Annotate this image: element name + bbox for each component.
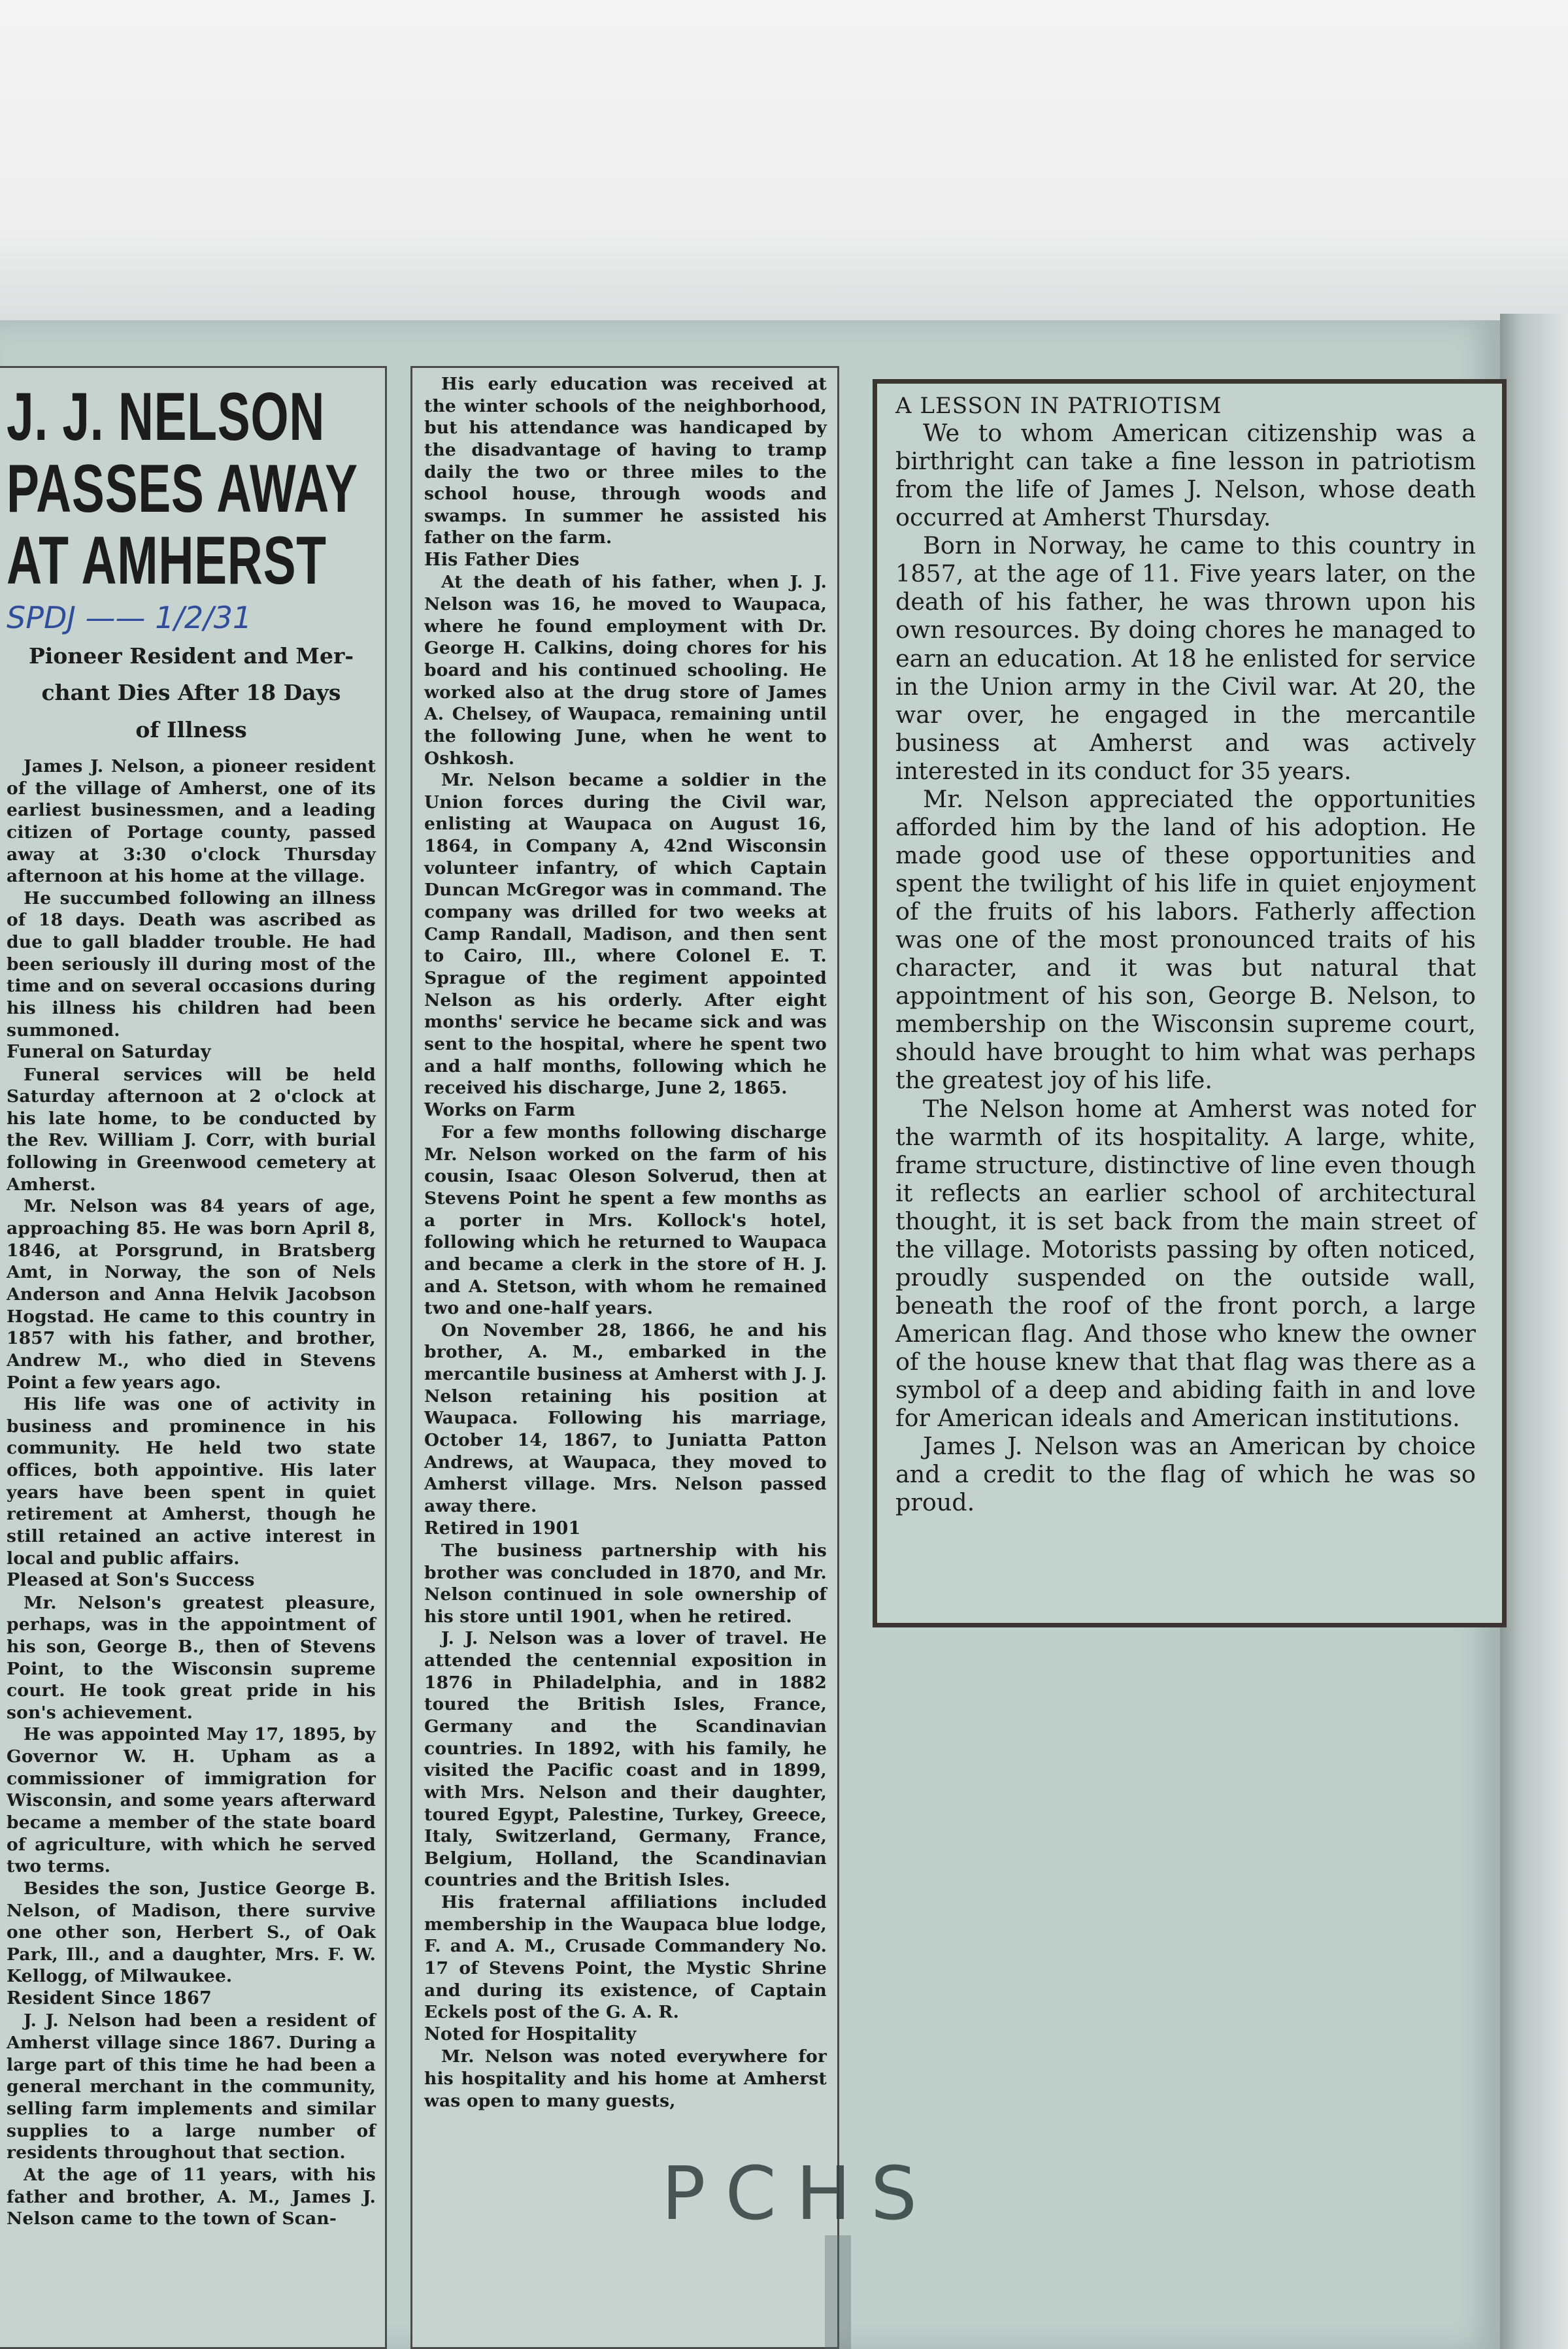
article-paragraph: Mr. Nelson was 84 years of age, approaching 85. He was born April 8, 1846, at Porsgrund, in Bratsberg Amt, in Norway, the son of Nels Anderson and Anna Helvik Jacobson Hogstad. He came to this country in 1857 with his father, and brother, Andrew M., who died in Stevens Point a few years ago. [7,1196,376,1393]
article-paragraph: He was appointed May 17, 1895, by Governor W. H. Upham as a commissioner of immigration for Wisconsin, and some years afterward became a member of the state board of agriculture, with which he served two terms. [7,1724,376,1877]
editorial-paragraph: We to whom American citizenship was a birthright can take a fine lesson in patriotism from the life of James J. Nelson, whose death occurred at Amherst Thursday. [895,419,1476,532]
pchs-watermark: PCHS [661,2152,937,2237]
section-subhead: Works on Farm [424,1099,576,1120]
article-paragraph: For a few months following discharge Mr. Nelson worked on the farm of his cousin, Isaac Oleson Solverud, then at Stevens Point he spent a few months as a porter in Mrs. Kollock's hotel, following which he returned to Waupaca and became a clerk in the store of H. J. and A. Stetson, with whom he remained two and one-half years. [424,1122,827,1319]
editorial-body [895,419,1476,1516]
article-deck [7,638,376,749]
section-subhead: Funeral on Saturday [7,1042,211,1063]
article-paragraph: Mr. Nelson became a soldier in the Union forces during the Civil war, enlisting at Waupaca on August 16, 1864, in Company A, 42nd Wisconsin volunteer infantry, of which Captain Duncan McGregor was in command. The company was drilled for two weeks at Camp Randall, Madison, and then sent to Cairo, Ill., where Colonel E. T. Sprague of the regiment appointed Nelson as his orderly. After eight months' service he became sick and was sent to the hospital, where he spent two and a half months, following which he received his discharge, June 2, 1865. [424,770,827,1099]
deck-line-2: chant Dies After 18 Days [41,680,341,706]
article-paragraph: Besides the son, Justice George B. Nelson, of Madison, there survive one other son, Herbert S., of Oak Park, Ill., and a daughter, Mrs. F. W. Kellogg, of Milwaukee. [7,1878,376,1987]
section-subhead: Noted for Hospitality [424,2024,637,2044]
editorial-paragraph: James J. Nelson was an American by choice and a credit to the flag of which he was so proud. [895,1432,1476,1517]
headline-line-2: PASSES AWAY [7,451,358,527]
article-paragraph: J. J. Nelson was a lover of travel. He attended the centennial exposition in 1876 in Philadelphia, and in 1882 toured the British Isles, France, Germany and the Scandinavian countries. In 1892, with his family, he visited the Pacific coast and in 1899, with Mrs. Nelson and their daughter, toured Egypt, Palestine, Turkey, Greece, Italy, Switzerland, Germany, France, Belgium, Holland, the Scandinavian countries and the British Isles. [424,1628,827,1891]
article-paragraph: His fraternal affiliations included membership in the Waupaca blue lodge, F. and A. M., Crusade Commandery No. 17 of Stevens Point, the Mystic Shrine and during its existence, of Captain Eckels post of the G. A. R. [424,1892,827,2023]
section-subhead: Pleased at Son's Success [7,1570,255,1591]
headline-line-1: J. J. NELSON [7,379,325,455]
article-paragraph: His early education was received at the winter schools of the neighborhood, but his attendance was handicaped by the disadvantage of having to tramp daily the two or three miles to the school house, through woods and swamps. In summer he assisted his father on the farm. [424,374,827,548]
page-edge-shadow [1500,314,1568,2349]
article-paragraph: Mr. Nelson was noted everywhere for his hospitality and his home at Amherst was open to many guests, [424,2046,827,2111]
section-subhead: His Father Dies [424,550,580,571]
article-paragraph: On November 28, 1866, he and his brother, A. M., embarked in the mercantile business at Amherst with J. J. Nelson retaining his position at Waupaca. Following his marriage, October 14, 1867, to Juniatta Patton Andrews, at Waupaca, they moved to Amherst village. Mrs. Nelson passed away there. [424,1320,827,1516]
section-subhead: Resident Since 1867 [7,1988,212,2009]
editorial-title: A LESSON IN PATRIOTISM [895,393,1222,419]
article-paragraph: At the age of 11 years, with his father and brother, A. M., James J. Nelson came to the town of Scan- [7,2164,376,2229]
article-paragraph: The business partnership with his brother was concluded in 1870, and Mr. Nelson continued in sole ownership of his store until 1901, when he retired. [424,1540,827,1627]
article-paragraph: He succumbed following an illness of 18 days. Death was ascribed as due to gall bladder trouble. He had been seriously ill during most of the time and on several occasions during his illness his children had been summoned. [7,888,376,1041]
handwritten-date-stamp: SPDJ —— 1/2/31 [7,599,252,635]
article-paragraph: His life was one of activity in business and prominence in his community. He held two state offices, both appointive. His later years have been spent in quiet retirement at Amherst, though he still retained an active interest in local and public affairs. [7,1394,376,1569]
background-top-band [0,0,1568,327]
column-2-body [424,373,827,2112]
headline-line-3: AT AMHERST [7,523,327,599]
obituary-column-2 [410,366,839,2349]
article-paragraph: J. J. Nelson had been a resident of Amherst village since 1867. During a large part of this time he had been a general merchant in the community, selling farm implements and similar supplies to a large number of residents throughout that section. [7,2010,376,2163]
deck-line-1: Pioneer Resident and Mer- [28,642,354,669]
editorial-paragraph: Born in Norway, he came to this country in 1857, at the age of 11. Five years later, on the death of his father, he was thrown upon his own resources. By doing chores he managed to earn an education. At 18 he enlisted for service in the Union army in the Civil war. At 20, the war over, he engaged in the mercantile business at Amherst and was actively interested in its conduct for 35 years. [895,531,1476,785]
column-shadow [825,2235,851,2349]
article-paragraph: James J. Nelson, a pioneer resident of the village of Amherst, one of its earliest businessmen, and a leading citizen of Portage county, passed away at 3:30 o'clock Thursday afternoon at his home at the village. [7,756,376,887]
editorial-box [873,379,1507,1627]
article-paragraph: Mr. Nelson's greatest pleasure, perhaps, was in the appointment of his son, George B., then of Stevens Point, to the Wisconsin supreme court. He took great pride in his son's achievement. [7,1592,376,1723]
article-paragraph: At the death of his father, when J. J. Nelson was 16, he moved to Waupaca, where he found employment with Dr. George H. Calkins, doing chores for his board and his continued schooling. He worked also at the drug store of James A. Chelsey, of Waupaca, remaining until the following June, when he went to Oshkosh. [424,572,827,769]
deck-line-3: of Illness [135,717,247,743]
section-subhead: Retired in 1901 [424,1518,581,1539]
article-paragraph: Funeral services will be held Saturday afternoon at 2 o'clock at his late home, to be conducted by the Rev. William J. Corr, with burial following in Greenwood cemetery at Amherst. [7,1064,376,1195]
obituary-column-1 [0,366,387,2349]
column-1-body [7,756,376,2230]
editorial-paragraph: Mr. Nelson appreciated the opportunities afforded him by the land of his adoption. He made good use of these opportunities and spent the twilight of his life in quiet enjoyment of the fruits of his labors. Fatherly affection was one of the most pronounced traits of his character, and it was but natural that appointment of his son, George B. Nelson, to membership on the Wisconsin supreme court, should have brought to him what was perhaps the greatest joy of his life. [895,784,1476,1095]
editorial-paragraph: The Nelson home at Amherst was noted for the warmth of its hospitality. A large, white, frame structure, distinctive of line even though it reflects an earlier school of architectural thought, it is set back from the main street of the village. Motorists passing by often noticed, proudly suspended on the outside wall, beneath the roof of the front porch, a large American flag. And those who knew the owner of the house knew that that flag was there as a symbol of a deep and abiding faith in and love for American ideals and American institutions. [895,1094,1476,1433]
